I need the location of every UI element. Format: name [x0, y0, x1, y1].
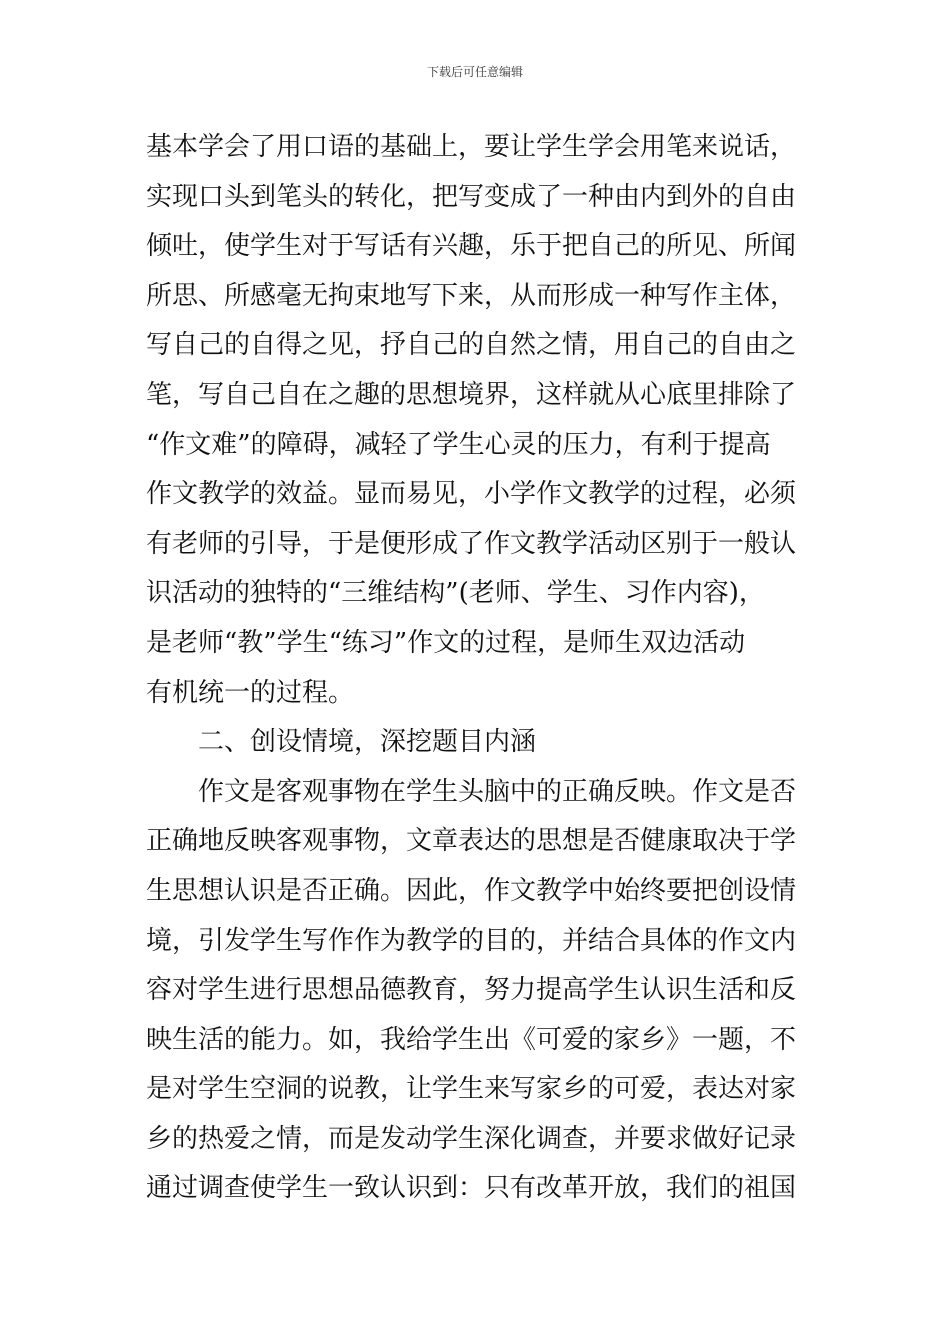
text-line: 有老师的引导，于是便形成了作文教学活动区别于一般认	[146, 528, 797, 559]
text-line: 识活动的独特的“三维结构”(老师、学生、习作内容)，	[146, 578, 765, 609]
text-line: 正确地反映客观事物，文章表达的思想是否健康取决于学	[146, 826, 797, 857]
text-line: 是对学生空洞的说教，让学生来写家乡的可爱，表达对家	[146, 1074, 797, 1105]
page-header: 下载后可任意编辑	[426, 65, 523, 79]
text-line: 倾吐，使学生对于写话有兴趣，乐于把自己的所见、所闻	[146, 231, 797, 262]
text-line: 映生活的能力。如，我给学生出《可爱的家乡》一题，不	[146, 1024, 797, 1055]
text-line: 生思想认识是否正确。因此，作文教学中始终要把创设情	[146, 875, 797, 906]
text-line: 所思、所感毫无拘束地写下来，从而形成一种写作主体，	[146, 280, 797, 311]
text-line: “作文难”的障碍，减轻了学生心灵的压力，有利于提高	[146, 429, 771, 460]
document-body	[146, 123, 806, 1214]
text-line: 通过调查使学生一致认识到：只有改革开放，我们的祖国	[146, 1173, 797, 1204]
text-line: 有机统一的过程。	[146, 677, 355, 708]
section-heading: 二、创设情境，深挖题目内涵	[198, 727, 537, 758]
text-line: 实现口头到笔头的转化，把写变成了一种由内到外的自由	[146, 181, 797, 212]
text-line: 笔，写自己自在之趣的思想境界，这样就从心底里排除了	[146, 379, 797, 410]
text-line: 是老师“教”学生“练习”作文的过程，是师生双边活动	[146, 627, 746, 658]
text-line: 境，引发学生写作作为教学的目的，并结合具体的作文内	[146, 925, 797, 956]
text-line: 基本学会了用口语的基础上，要让学生学会用笔来说话，	[146, 132, 797, 162]
text-line: 容对学生进行思想品德教育，努力提高学生认识生活和反	[146, 975, 797, 1006]
text-line: 乡的热爱之情，而是发动学生深化调查，并要求做好记录	[146, 1123, 797, 1154]
text-line: 作文是客观事物在学生头脑中的正确反映。作文是否	[198, 776, 797, 807]
text-line: 写自己的自得之见，抒自己的自然之情，用自己的自由之	[146, 330, 797, 361]
text-line: 作文教学的效益。显而易见，小学作文教学的过程，必须	[146, 479, 797, 510]
